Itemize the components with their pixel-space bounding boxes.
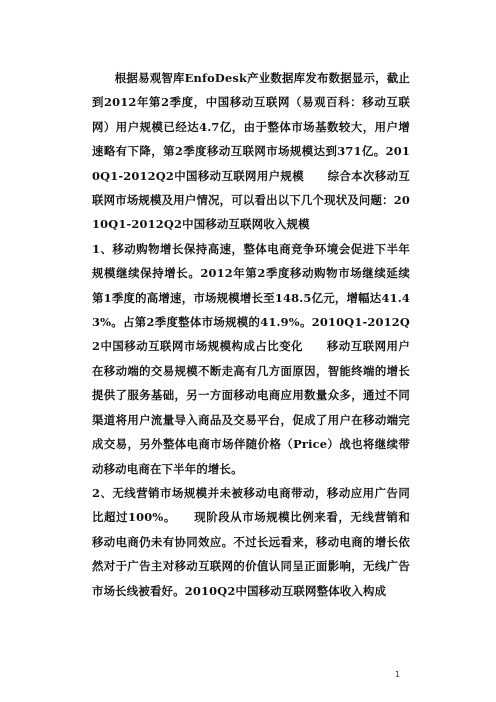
document-body (92, 66, 410, 603)
paragraph-point-2: 2、无线营销市场规模并未被移动电商带动，移动应用广告同比超过100%。 现阶段从市场规模比例来看，无线营销和移动电商仍未有协同效应。不过长远看来，移动电商的增长依然对于广告主对移动互联网的价值认同呈正面影响，无线广告市场长线被看好。2010Q2中国移动互联网整体收入构成 (92, 485, 410, 598)
page-number: 1 (394, 670, 400, 679)
paragraph-intro: 根据易观智库EnfoDesk产业数据库发布数据显示，截止到2012年第2季度，中国移动互联网（易观百科：移动互联网）用户规模已经达4.7亿，由于整体市场基数较大，用户增速略有下降，第2季度移动互联网市场规模达到371亿。2010Q1-2012Q2中国移动互联网用户规模 综合本次移动互联网市场规模及用户情况，可以看出以下几个现状及问题：2010Q1-2012Q2中国移动互联网收入规模 (92, 71, 410, 232)
paragraph-point-1: 1、移动购物增长保持高速，整体电商竞争环境会促进下半年规模继续保持增长。2012年第2季度移动购物市场继续延续第1季度的高增速，市场规模增长至148.5亿元，增幅达41.43%。占第2季度整体市场规模的41.9%。2010Q1-2012Q2中国移动互联网市场规模构成占比变化 移动互联网用户在移动端的交易规模不断走高有几方面原因，智能终端的增长提供了服务基础，另一方面移动电商应用数量众多，通过不同渠道将用户流量导入商品及交易平台，促成了用户在移动端完成交易，另外整体电商市场伴随价格（Price）战也将继续带动移动电商在下半年的增长。 (92, 241, 410, 476)
